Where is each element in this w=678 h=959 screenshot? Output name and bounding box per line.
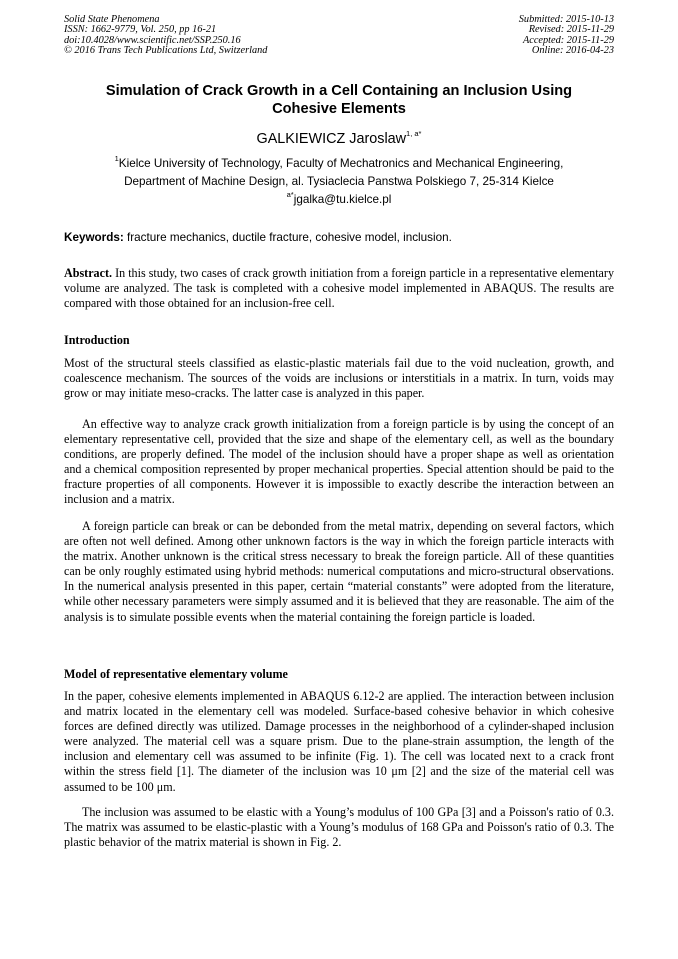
date-online: Online: 2016-04-23 [531,45,614,57]
keywords-label: Keywords: [64,231,124,244]
introduction-heading: Introduction [64,333,130,347]
date-accepted: Accepted: 2015-11-29 [522,34,614,46]
email-address: jgalka@tu.kielce.pl [293,193,392,206]
journal-copyright: © 2016 Trans Tech Publications Ltd, Switzerland [64,45,268,57]
model-paragraph-1: In the paper, cohesive elements implemented in ABAQUS 6.12-2 are applied. The interaction between inclusion and matrix located in the elementary cell was modeled. Surface-based cohesive behavior in which cohesive forces are defined directly was utilized. Damage processes in the neighborhood of a cylinder-shaped inclusion were analyzed. The material cell was a square prism. Due to the plane-strain assumption, the length of the inclusion and elementary cell was assumed to be infinite (Fig. 1). The cell was located next to a crack front within the stress field [1]. The diameter of the inclusion was 10 μm [2] and the size of the material cell was assumed to be 100 μm. [64,689,614,794]
title-line-1: Simulation of Crack Growth in a Cell Containing an Inclusion Using [105,83,573,99]
abstract-label: Abstract. [64,266,113,280]
abstract [64,266,614,311]
model-paragraph-2: The inclusion was assumed to be elastic with a Young’s modulus of 100 GPa [3] and a Poisson's ratio of 0.3. The matrix was assumed to be elastic-plastic with a Young’s modulus of 168 GPa and Poisson's ratio of 0.3. The plastic behavior of the matrix material is shown in Fig. 2. [64,805,614,850]
affiliation [64,155,614,190]
date-submitted: Submitted: 2015-10-13 [518,14,614,25]
title-line-2: Cohesive Elements [272,101,406,117]
intro-paragraph-2: An effective way to analyze crack growth initialization from a foreign particle is by using the concept of an elementary representative cell, provided that the size and shape of the elementary cell, as well as the boundary conditions, are properly defined. The model of the inclusion should have a proper shape as well as orientation and a chemical composition represented by proper mechanical properties. Special attention should be paid to the fracture properties of all components. However it is impossible to exactly describe the interaction between an inclusion and a matrix. [64,417,614,507]
abstract-text: In this study, two cases of crack growth initiation from a foreign particle in a representative elementary volume are analyzed. The task is completed with a cohesive model implemented in ABAQUS. The results are compared with those obtained for an inclusion-free cell. [64,266,614,311]
affiliation-line-2: Department of Machine Design, al. Tysiaclecia Panstwa Polskiego 7, 25-314 Kielce [124,174,554,188]
publication-dates [519,15,614,57]
journal-name: Solid State Phenomena [64,14,160,25]
paper-title [64,82,614,118]
intro-paragraph-3: A foreign particle can break or can be debonded from the metal matrix, depending on several factors, which are often not well defined. Among other unknown factors is the way in which the foreign particle interacts with the matrix. Another unknown is the critical stress necessary to break the foreign particle. All of these quantities can be only roughly estimated using hybrid methods: numerical computations and micro-structural observations. In the numerical analysis presented in this paper, certain “material constants” were adopted from the literature, while other necessary parameters were simply assumed and it is believed that they are reasonable. The aim of the analysis is to simulate possible events when the material containing the foreign particle is loaded. [64,519,614,624]
affiliation-sup: 1 [114,154,119,164]
email-sup: a* [286,190,294,200]
journal-doi: doi:10.4028/www.scientific.net/SSP.250.16 [64,34,241,46]
keywords-text: fracture mechanics, ductile fracture, cohesive model, inclusion. [127,231,452,244]
date-revised: Revised: 2015-11-29 [528,24,614,36]
journal-issn: ISSN: 1662-9779, Vol. 250, pp 16-21 [64,24,217,36]
author-sup: 1, a* [406,129,422,139]
journal-info [64,15,267,57]
affiliation-line-1: Kielce University of Technology, Faculty of Mechatronics and Mechanical Engineering, [118,157,564,170]
keywords [64,230,614,245]
author-email [64,192,614,208]
author [64,130,614,148]
author-name: GALKIEWICZ Jaroslaw [256,131,407,147]
intro-paragraph-1: Most of the structural steels classified as elastic-plastic materials fail due to the void nucleation, growth, and coalescence mechanism. The sources of the voids are inclusions or interstitials in a matrix. In turn, voids may grow or may initiate meso-cracks. The latter case is analyzed in this paper. [64,356,614,401]
model-heading: Model of representative elementary volume [64,667,288,681]
